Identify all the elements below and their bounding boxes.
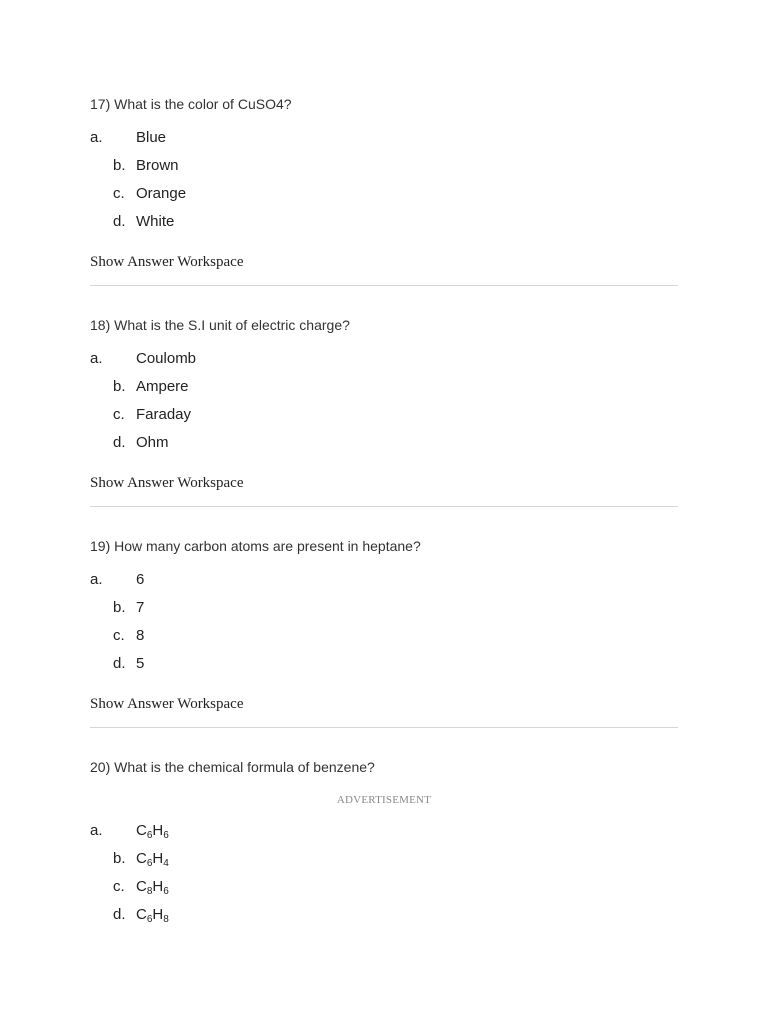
formula-subscript: 8 <box>163 914 169 925</box>
formula-element: C <box>136 878 147 895</box>
formula-subscript: 4 <box>163 858 169 869</box>
chemical-formula <box>136 849 169 869</box>
option-letter: c. <box>113 406 125 423</box>
option-text: White <box>136 213 175 230</box>
formula-subscript: 6 <box>146 858 153 869</box>
option-letter: b. <box>113 378 126 395</box>
option-text: Ohm <box>136 434 169 451</box>
option-letter: c. <box>113 878 125 895</box>
option-letter: d. <box>113 434 126 451</box>
formula-subscript: 6 <box>163 886 169 897</box>
chemical-formula <box>136 905 169 925</box>
formula-element: C <box>136 906 147 923</box>
formula-element: H <box>152 850 164 867</box>
advertisement-label: ADVERTISEMENT <box>336 794 432 806</box>
formula-element: H <box>152 906 164 923</box>
option-letter: d. <box>113 906 126 923</box>
option-letter: a. <box>90 822 103 839</box>
option-letter: a. <box>90 350 103 367</box>
show-answer-workspace-link[interactable]: Show Answer Workspace <box>90 696 244 712</box>
question-text: 20) What is the chemical formula of benzene? <box>90 759 375 775</box>
option-text: Faraday <box>136 406 192 423</box>
option-letter: a. <box>90 129 103 146</box>
option-letter: d. <box>113 655 126 672</box>
show-answer-workspace-link[interactable]: Show Answer Workspace <box>90 254 244 270</box>
option-letter: b. <box>113 599 126 616</box>
formula-element: C <box>136 850 147 867</box>
question-text: 18) What is the S.I unit of electric charge? <box>90 317 350 333</box>
option-text: Ampere <box>136 378 189 395</box>
option-letter: a. <box>90 571 103 588</box>
option-letter: c. <box>113 185 125 202</box>
option-text: Brown <box>136 157 179 174</box>
option-letter: b. <box>113 850 126 867</box>
formula-subscript: 6 <box>163 830 169 841</box>
formula-subscript: 6 <box>146 830 153 841</box>
option-letter: d. <box>113 213 126 230</box>
option-text: Blue <box>136 129 167 146</box>
formula-subscript: 6 <box>146 914 153 925</box>
formula-element: H <box>152 878 164 895</box>
show-answer-workspace-link[interactable]: Show Answer Workspace <box>90 475 244 491</box>
divider <box>90 727 678 728</box>
formula-subscript: 8 <box>146 886 153 897</box>
divider <box>90 285 678 286</box>
option-text: 8 <box>136 627 145 644</box>
question-text: 19) How many carbon atoms are present in heptane? <box>90 538 421 554</box>
option-text: 6 <box>136 571 145 588</box>
option-text: Orange <box>136 185 187 202</box>
question-text: 17) What is the color of CuSO4? <box>90 96 292 112</box>
formula-element: C <box>136 822 147 839</box>
option-text: Coulomb <box>136 350 197 367</box>
option-text: 7 <box>136 599 145 616</box>
option-text: 5 <box>136 655 145 672</box>
option-letter: b. <box>113 157 126 174</box>
formula-element: H <box>152 822 164 839</box>
option-letter: c. <box>113 627 125 644</box>
divider <box>90 506 678 507</box>
chemical-formula <box>136 821 169 841</box>
chemical-formula <box>136 877 169 897</box>
